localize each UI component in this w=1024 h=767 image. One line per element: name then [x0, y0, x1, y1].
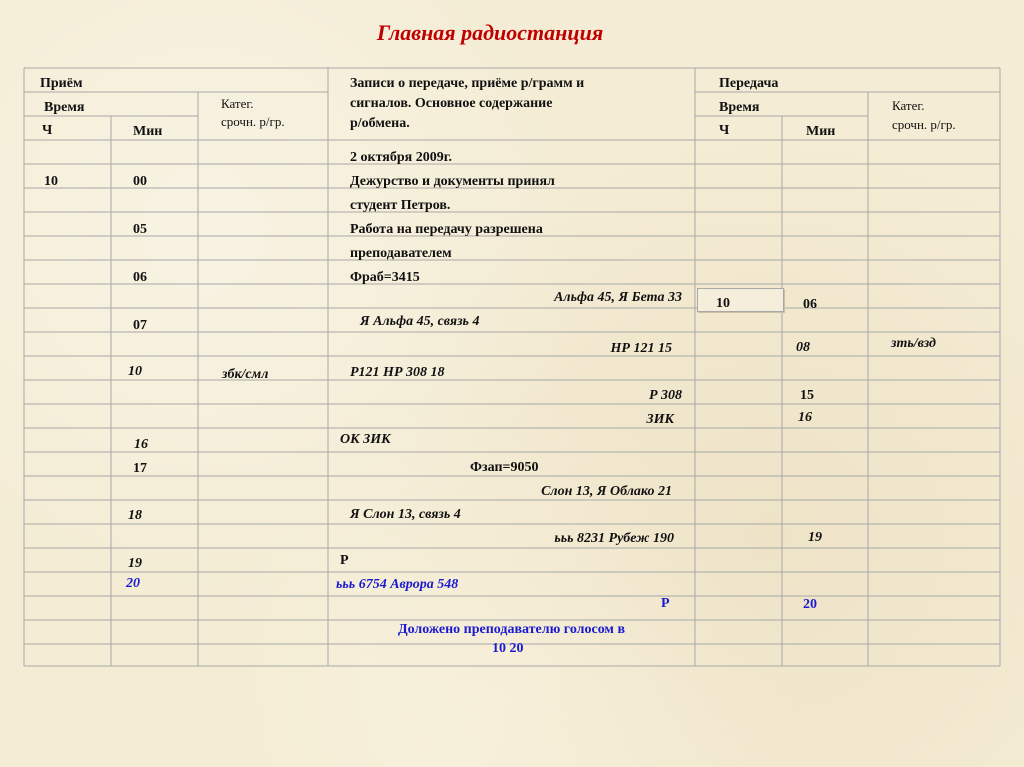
row8-out-kateg: зть/взд	[891, 336, 936, 351]
header-zapisi-line2: сигналов. Основное содержание	[350, 96, 553, 111]
row16-out-min: 19	[808, 530, 822, 545]
row4-text: преподавателем	[350, 246, 452, 261]
header-min-right: Мин	[806, 124, 836, 139]
row1-hour: 10	[44, 174, 58, 189]
header-zapisi-line3: р/обмена.	[350, 116, 410, 131]
row13-text: Фзап=9050	[470, 460, 539, 475]
page-title: Главная радиостанция	[376, 20, 604, 45]
row9-kateg: збк/смл	[222, 367, 269, 382]
row11-text: ЗИК	[646, 412, 674, 427]
header-vremya-right: Время	[719, 100, 760, 115]
row13-min: 17	[133, 461, 147, 476]
row5-text: Фраб=3415	[350, 270, 420, 285]
row7-min: 07	[133, 318, 147, 333]
row14-text: Слон 13, Я Облако 21	[541, 484, 672, 499]
row9-min: 10	[128, 364, 142, 379]
row10-out-min: 15	[800, 388, 814, 403]
row7-text: Я Альфа 45, связь 4	[360, 314, 480, 329]
row10-text: Р 308	[648, 388, 682, 403]
row8-out-min: 08	[796, 340, 810, 355]
row9-text: Р121 НР 308 18	[350, 365, 445, 380]
header-kateg-left-1: Катег.	[221, 96, 254, 111]
row2-text: студент Петров.	[350, 198, 451, 213]
row3-min: 05	[133, 222, 147, 237]
row12-text: ОК ЗИК	[340, 432, 391, 447]
header-priem: Приём	[40, 76, 83, 91]
row1-text: Дежурство и документы принял	[350, 174, 555, 189]
row11-out-min: 16	[798, 410, 812, 425]
header-ch-left: Ч	[42, 123, 53, 138]
header-zapisi-line1: Записи о передаче, приёме р/грамм и	[350, 76, 585, 91]
row1-min: 00	[133, 174, 147, 189]
row8-text: НР 121 15	[610, 341, 672, 356]
row15-min: 18	[128, 508, 142, 523]
row6-out-hour: 10	[716, 296, 730, 311]
row17-min: 19	[128, 556, 142, 571]
header-ch-right: Ч	[719, 123, 730, 138]
header-min-left: Мин	[133, 124, 163, 139]
header-vremya-left: Время	[44, 100, 85, 115]
row18-min: 20	[126, 576, 140, 591]
row17-text: Р	[340, 553, 349, 568]
row6-text: Альфа 45, Я Бета 33	[554, 290, 682, 305]
highlight-box	[697, 288, 784, 312]
header-kateg-right-2: срочн. р/гр.	[892, 117, 956, 132]
header-peredacha: Передача	[719, 76, 779, 91]
row15-text: Я Слон 13, связь 4	[350, 507, 461, 522]
row3-text: Работа на передачу разрешена	[350, 222, 543, 237]
header-kateg-right-1: Катег.	[892, 98, 925, 113]
log-date: 2 октября 2009г.	[350, 150, 452, 165]
row5-min: 06	[133, 270, 147, 285]
row19-text: Р	[661, 596, 670, 611]
row19-out-min: 20	[803, 597, 817, 612]
row12-min: 16	[134, 437, 148, 452]
row20-text: Доложено преподавателю голосом в	[397, 622, 626, 637]
row21-text: 10 20	[492, 641, 524, 656]
row6-out-min: 06	[803, 297, 817, 312]
row18-text: ььь 6754 Аврора 548	[336, 577, 459, 592]
row16-text: ььь 8231 Рубеж 190	[554, 531, 674, 546]
header-kateg-left-2: срочн. р/гр.	[221, 114, 285, 129]
